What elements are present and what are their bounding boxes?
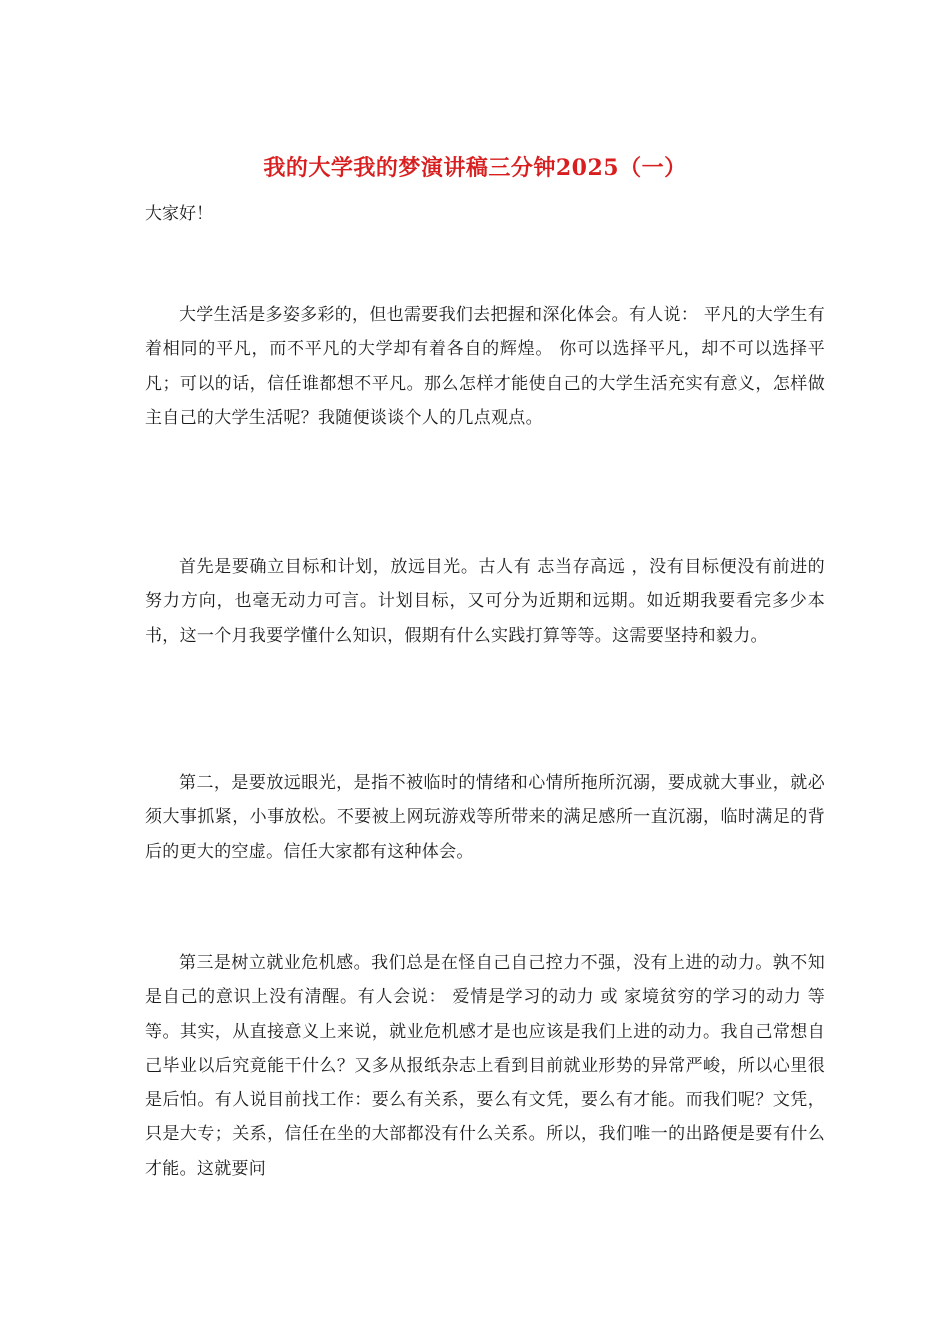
greeting-line: 大家好！ (145, 204, 213, 224)
paragraph-4: 第三是树立就业危机感。我们总是在怪自己自己控力不强，没有上进的动力。孰不知是自己的意识上没有清醒。有人会说： 爱情是学习的动力 或 家境贫穷的学习的动力 等等。其实，从直接意义上来说，就业危机感才是也应该是我们上进的动力。我自己常想自己毕业以后究竟能干什么？又多从报纸杂志上看到目前就业形势的异常严峻，所以心里很是后怕。有人说目前找工作：要么有关系，要么有文凭，要么有才能。而我们呢？文凭，只是大专；关系，信任在坐的大部都没有什么关系。所以，我们唯一的出路便是要有什么才能。这就要问 (145, 953, 825, 1179)
paragraph-2: 首先是要确立目标和计划，放远目光。古人有 志当存高远 ，没有目标便没有前进的努力方向，也毫无动力可言。计划目标，又可分为近期和远期。如近期我要看完多少本书，这一个月我要学懂什么知识，假期有什么实践打算等等。这需要坚持和毅力。 (145, 557, 825, 646)
document-title: 我的大学我的梦演讲稿三分钟2025（一） (263, 155, 687, 181)
paragraph-1: 大学生活是多姿多彩的，但也需要我们去把握和深化体会。有人说： 平凡的大学生有着相同的平凡，而不平凡的大学却有着各自的辉煌。 你可以选择平凡，却不可以选择平凡；可以的话，信任谁都想不平凡。那么怎样才能使自己的大学生活充实有意义，怎样做主自己的大学生活呢？我随便谈谈个人的几点观点。 (145, 305, 825, 428)
paragraph-3: 第二，是要放远眼光，是指不被临时的情绪和心情所拖所沉溺，要成就大事业，就必须大事抓紧，小事放松。不要被上网玩游戏等所带来的满足感所一直沉溺，临时满足的背后的更大的空虚。信任大家都有这种体会。 (145, 773, 825, 862)
